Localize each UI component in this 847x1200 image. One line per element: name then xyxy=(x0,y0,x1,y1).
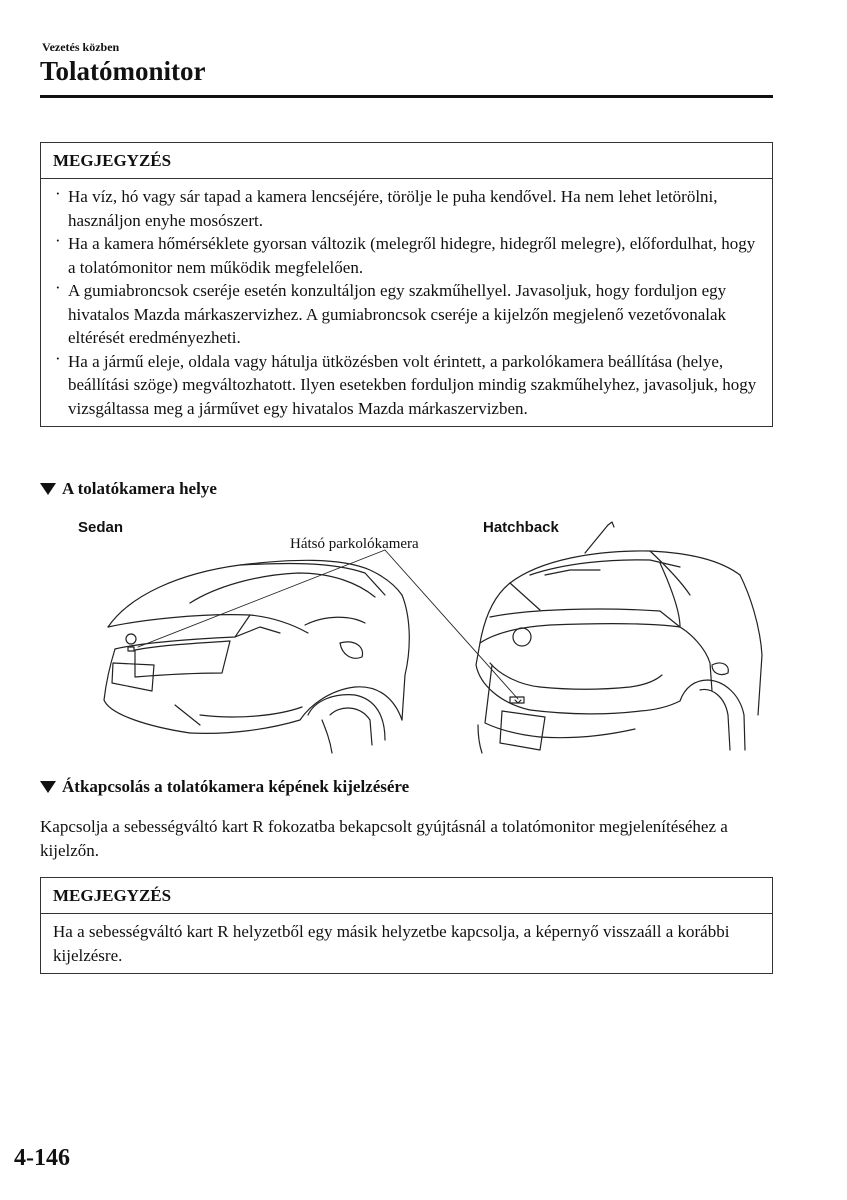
note-heading: MEGJEGYZÉS xyxy=(41,878,772,914)
bullet-icon: · xyxy=(55,348,61,368)
section-label: Vezetés közben xyxy=(42,40,120,54)
hatchback-label: Hatchback xyxy=(483,519,559,536)
note-item xyxy=(53,279,758,350)
triangle-down-icon xyxy=(40,781,56,793)
camera-callout-label: Hátsó parkolókamera xyxy=(290,536,419,552)
triangle-down-icon xyxy=(40,483,56,495)
subsection-heading-camera-location xyxy=(40,479,217,499)
note-body xyxy=(41,914,772,973)
bullet-icon: · xyxy=(55,278,61,297)
note-item-text: Ha a jármű eleje, oldala vagy hátulja ütközésben volt érintett, a parkolókamera beállítása (helye, beállítási szöge) megváltozhatott. Ilyen esetekben forduljon mindig szakműhelyhez, javasoljuk, hogy vizsgáltassa meg a járművet egy hivatalos Mazda márkaszervizben. xyxy=(68,351,757,418)
note-list xyxy=(53,185,758,420)
note-item xyxy=(53,185,758,232)
note-item-text: A gumiabroncsok cseréje esetén konzultáljon egy szakműhellyel. Javasoljuk, hogy forduljon egy hivatalos Mazda márkaszervizhez. A gumiabroncsok cseréje a kijelzőn megjelenő vezetővonalak eltérését eredményezheti. xyxy=(68,281,727,347)
subsection-heading-text: Átkapcsolás a tolatókamera képének kijelzésére xyxy=(62,777,410,796)
note-item-text: Ha víz, hó vagy sár tapad a kamera lencséjére, törölje le puha kendővel. Ha nem lehet letörölni, használjon enyhe mosószert. xyxy=(68,187,718,230)
note-text: Ha a sebességváltó kart R helyzetből egy másik helyzetbe kapcsolja, a képernyő visszaáll a korábbi kijelzésre. xyxy=(53,922,730,965)
note-body xyxy=(41,179,772,426)
note-item xyxy=(53,350,758,421)
note-heading: MEGJEGYZÉS xyxy=(41,143,772,179)
body-paragraph: Kapcsolja a sebességváltó kart R fokozatba bekapcsolt gyújtásnál a tolatómonitor megjelenítéséhez a kijelzőn. xyxy=(40,817,728,860)
page-number: 4-146 xyxy=(14,1145,70,1171)
sedan-illustration xyxy=(104,560,409,753)
subsection-heading-text: A tolatókamera helye xyxy=(62,479,217,498)
hatchback-illustration xyxy=(476,522,762,753)
page-title: Tolatómonitor xyxy=(40,56,206,86)
title-rule xyxy=(40,95,773,98)
note-item-text: Ha a kamera hőmérséklete gyorsan változik (melegről hidegre, hidegről melegre), előfordulhat, hogy a tolatómonitor nem működik megfelelően. xyxy=(68,234,756,277)
sedan-label: Sedan xyxy=(78,519,124,536)
note-item xyxy=(53,232,758,279)
bullet-icon: · xyxy=(55,231,61,250)
note-box xyxy=(40,142,773,427)
bullet-icon: · xyxy=(55,184,61,203)
note-box xyxy=(40,877,773,974)
subsection-heading-switching xyxy=(40,777,409,797)
